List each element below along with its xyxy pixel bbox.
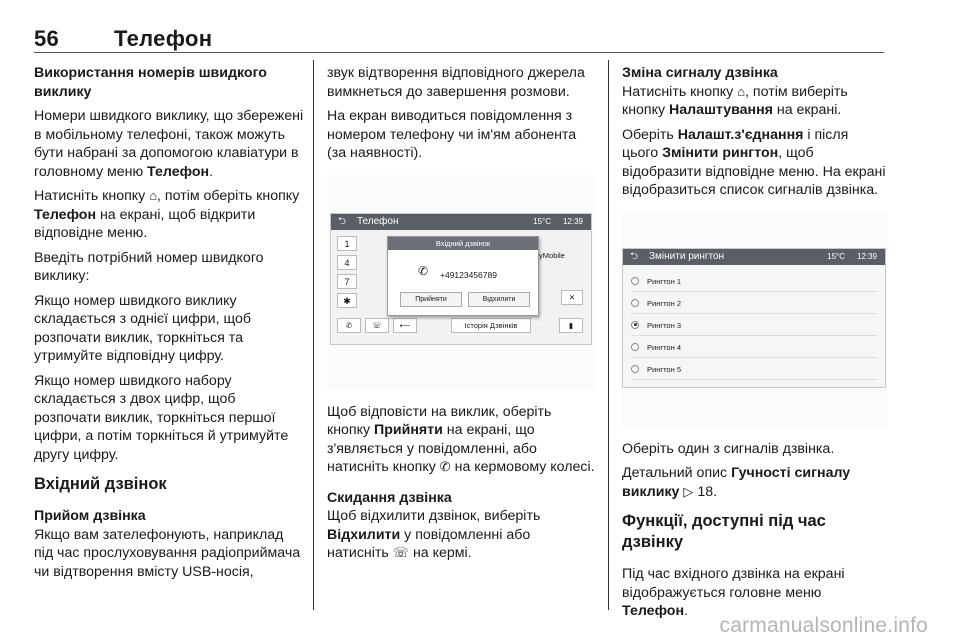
hangup-icon: ☏ <box>365 318 389 333</box>
page-number: 56 <box>34 26 60 51</box>
temperature: 15°C <box>827 251 845 261</box>
paragraph: Оберіть Налашт.з'єднання і після цього Змінити рингтон, щоб відобразити відповідне меню. На екрані відобразиться список сигналів дзвінка. <box>622 126 886 198</box>
ringtone-label: Рингтон 1 <box>647 276 681 286</box>
ringtone-option <box>631 271 877 292</box>
page-reference-icon: ▷ <box>683 483 694 499</box>
caller-number: +49123456789 <box>440 269 497 280</box>
column-middle <box>327 64 595 569</box>
incoming-call-screenshot <box>327 175 595 389</box>
paragraph: Під час вхідного дзвінка на екрані відображується головне меню Телефон. <box>622 566 845 619</box>
incoming-call-popup <box>387 236 539 316</box>
column-divider <box>608 60 609 610</box>
ringtone-option <box>631 337 877 358</box>
subheading: Зміна сигналу дзвінка <box>622 65 778 81</box>
back-icon: ⮌ <box>338 215 347 227</box>
backspace-icon: ⟵ <box>393 318 417 333</box>
radio-icon <box>631 321 639 329</box>
ringtone-screenshot <box>622 212 888 426</box>
paragraph: Щоб відповісти на виклик, оберіть кнопку Прийняти на екрані, що з'являється у повідомленні, або натисніть кнопку ✆ на кермовому колесі. <box>327 403 595 475</box>
paragraph: Детальний опис Гучності сигналу виклику ▷ 18. <box>622 465 851 500</box>
column-divider <box>313 60 314 610</box>
ringtone-option <box>631 293 877 314</box>
paragraph: Щоб відхилити дзвінок, виберіть Відхилити у повідомленні або натисніть ☏ на кермі. <box>327 508 541 561</box>
paragraph: звук відтворення відповідного джерела вимкнеться до завершення розмови. <box>327 65 585 100</box>
hangup-icon: ☏ <box>392 545 410 560</box>
paragraph: Якщо номер швидкого набору складається з двох цифр, щоб розпочати виклик, торкніться першої цифри, а потім торкніться й утримуйте другу цифру. <box>34 372 289 463</box>
paragraph: Якщо вам зателефонують, наприклад під час прослуховування радіоприймача чи відтворення вмісту USB-носія, <box>34 526 301 580</box>
back-icon: ⮌ <box>630 250 639 262</box>
ringtone-option <box>631 315 877 336</box>
infotainment-screen <box>330 213 592 345</box>
ringtone-label: Рингтон 2 <box>647 298 681 308</box>
subheading: Скидання дзвінка <box>327 489 452 506</box>
mute-icon: ✕ <box>561 290 583 305</box>
temperature: 15°C <box>533 216 551 226</box>
phone-icon: ✆ <box>337 318 361 333</box>
device-label: yMobile <box>539 250 565 260</box>
section-heading: Вхідний дзвінок <box>34 475 167 493</box>
infotainment-screen <box>622 248 886 388</box>
clock: 12:39 <box>562 216 583 226</box>
subheading: Використання номерів швидкого виклику <box>34 65 267 100</box>
home-icon: ⌂ <box>149 188 158 203</box>
ringtone-label: Рингтон 5 <box>647 364 681 374</box>
subheading: Прийом дзвінка <box>34 508 146 524</box>
clock: 12:39 <box>856 251 877 261</box>
ringtone-option <box>631 359 877 380</box>
radio-icon <box>631 365 639 373</box>
phone-icon: ✆ <box>418 263 429 278</box>
screen-title-bar <box>331 214 591 230</box>
screen-title: Змінити рингтон <box>649 250 725 262</box>
accept-button: Прийняти <box>400 292 462 307</box>
paragraph: Натисніть кнопку ⌂, потім виберіть кнопку Налаштування на екрані. <box>622 83 848 118</box>
paragraph: На екран виводиться повідомлення з номером телефону чи ім'ям абонента (за наявності). <box>327 108 577 161</box>
home-icon: ⌂ <box>737 83 746 99</box>
section-heading: Функції, доступні під час дзвінку <box>622 512 826 551</box>
keypad-key: 4 <box>337 255 357 270</box>
decline-button: Відхилити <box>468 292 530 307</box>
screen-title-bar <box>623 249 885 265</box>
keypad-key: 1 <box>337 236 357 251</box>
ringtone-label: Рингтон 3 <box>647 320 681 330</box>
ringtone-label: Рингтон 4 <box>647 342 681 352</box>
paragraph: Оберіть один з сигналів дзвінка. <box>622 440 835 457</box>
watermark: carmanualsonline.info <box>719 614 928 637</box>
popup-title: Вхідний дзвінок <box>388 237 538 250</box>
keypad-key: ✱ <box>337 293 357 308</box>
page-title: Телефон <box>114 26 213 51</box>
paragraph: Номери швидкого виклику, що збережені в мобільному телефоні, також можуть бути набрані за допомогою клавіатури в головному меню Телефон. <box>34 108 304 180</box>
call-history-button: Історія Дзвінків <box>451 318 531 333</box>
radio-icon <box>631 299 639 307</box>
screen-title: Телефон <box>357 215 399 227</box>
radio-icon <box>631 343 639 351</box>
header-divider <box>34 52 884 53</box>
phone-device-icon: ▮ <box>559 318 583 333</box>
column-right <box>622 64 888 627</box>
paragraph: Введіть потрібний номер швидкого виклику: <box>34 249 264 284</box>
paragraph: Якщо номер швидкого виклику складається з однієї цифри, щоб розпочати виклик, торкніться та утримуйте відповідну цифру. <box>34 292 252 364</box>
phone-answer-icon: ✆ <box>439 459 451 474</box>
radio-icon <box>631 277 639 285</box>
paragraph: Натисніть кнопку ⌂, потім оберіть кнопку Телефон на екрані, щоб відкрити відповідне меню. <box>34 188 300 241</box>
keypad-key: 7 <box>337 274 357 289</box>
page-header <box>34 26 884 52</box>
column-left <box>34 64 304 587</box>
